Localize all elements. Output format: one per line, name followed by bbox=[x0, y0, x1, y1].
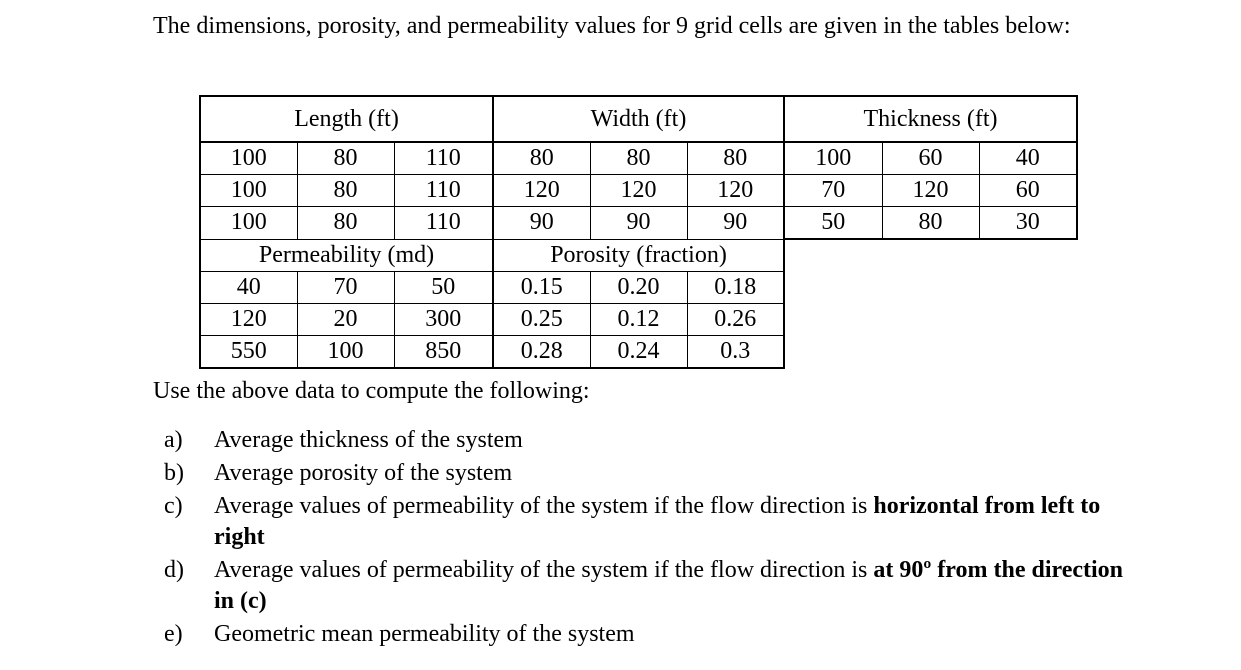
thickness-header: Thickness (ft) bbox=[784, 96, 1077, 142]
permeability-header: Permeability (md) bbox=[200, 239, 493, 271]
question-item bbox=[164, 555, 1124, 617]
question-item bbox=[164, 458, 1124, 489]
thickness-cell: 60 bbox=[979, 175, 1077, 207]
width-cell: 120 bbox=[687, 175, 784, 207]
question-item bbox=[164, 619, 1124, 650]
grid-data-table bbox=[199, 95, 1078, 369]
question-marker: d) bbox=[164, 557, 184, 583]
length-cell: 80 bbox=[297, 207, 394, 240]
blank-area bbox=[784, 239, 1077, 271]
thickness-cell: 100 bbox=[784, 142, 882, 175]
porosity-cell: 0.15 bbox=[493, 271, 590, 303]
width-cell: 90 bbox=[687, 207, 784, 240]
question-text: Geometric mean permeability of the system bbox=[214, 621, 635, 647]
permeability-cell: 300 bbox=[394, 303, 493, 335]
question-bold-text: at 90º from the direction in (c) bbox=[214, 557, 1124, 614]
width-cell: 120 bbox=[590, 175, 687, 207]
length-cell: 110 bbox=[394, 175, 493, 207]
question-marker: a) bbox=[164, 427, 183, 453]
porosity-header: Porosity (fraction) bbox=[493, 239, 784, 271]
width-cell: 120 bbox=[493, 175, 590, 207]
question-marker: e) bbox=[164, 621, 183, 647]
porosity-cell: 0.12 bbox=[590, 303, 687, 335]
blank-area bbox=[784, 303, 1077, 335]
thickness-cell: 80 bbox=[882, 207, 979, 240]
question-bold-text: horizontal from left to right bbox=[214, 493, 1101, 550]
width-header: Width (ft) bbox=[493, 96, 784, 142]
permeability-cell: 850 bbox=[394, 335, 493, 368]
intro-paragraph: The dimensions, porosity, and permeability values for 9 grid cells are given in the tables below: bbox=[153, 13, 1071, 39]
blank-area bbox=[784, 271, 1077, 303]
thickness-cell: 50 bbox=[784, 207, 882, 240]
question-text: Average porosity of the system bbox=[214, 460, 513, 486]
width-cell: 80 bbox=[493, 142, 590, 175]
thickness-cell: 120 bbox=[882, 175, 979, 207]
width-cell: 90 bbox=[590, 207, 687, 240]
length-cell: 110 bbox=[394, 142, 493, 175]
question-text: Average values of permeability of the system if the flow direction is bbox=[214, 493, 874, 519]
porosity-cell: 0.24 bbox=[590, 335, 687, 368]
blank-area bbox=[784, 335, 1077, 368]
instruction-text: Use the above data to compute the following: bbox=[153, 378, 590, 404]
permeability-cell: 550 bbox=[200, 335, 297, 368]
porosity-cell: 0.26 bbox=[687, 303, 784, 335]
porosity-cell: 0.28 bbox=[493, 335, 590, 368]
question-item bbox=[164, 425, 1124, 456]
length-cell: 80 bbox=[297, 175, 394, 207]
permeability-cell: 50 bbox=[394, 271, 493, 303]
question-item bbox=[164, 491, 1124, 553]
question-marker: b) bbox=[164, 460, 184, 486]
question-text: Average thickness of the system bbox=[214, 427, 523, 453]
width-cell: 80 bbox=[687, 142, 784, 175]
permeability-cell: 40 bbox=[200, 271, 297, 303]
porosity-cell: 0.20 bbox=[590, 271, 687, 303]
length-header: Length (ft) bbox=[200, 96, 493, 142]
permeability-cell: 70 bbox=[297, 271, 394, 303]
thickness-cell: 30 bbox=[979, 207, 1077, 240]
thickness-cell: 40 bbox=[979, 142, 1077, 175]
width-cell: 90 bbox=[493, 207, 590, 240]
thickness-cell: 70 bbox=[784, 175, 882, 207]
porosity-cell: 0.18 bbox=[687, 271, 784, 303]
length-cell: 110 bbox=[394, 207, 493, 240]
permeability-cell: 20 bbox=[297, 303, 394, 335]
thickness-cell: 60 bbox=[882, 142, 979, 175]
length-cell: 100 bbox=[200, 175, 297, 207]
porosity-cell: 0.3 bbox=[687, 335, 784, 368]
length-cell: 80 bbox=[297, 142, 394, 175]
permeability-cell: 100 bbox=[297, 335, 394, 368]
question-text: Average values of permeability of the system if the flow direction is bbox=[214, 557, 874, 583]
question-marker: c) bbox=[164, 493, 183, 519]
porosity-cell: 0.25 bbox=[493, 303, 590, 335]
length-cell: 100 bbox=[200, 142, 297, 175]
length-cell: 100 bbox=[200, 207, 297, 240]
width-cell: 80 bbox=[590, 142, 687, 175]
question-list bbox=[164, 425, 1124, 652]
permeability-cell: 120 bbox=[200, 303, 297, 335]
